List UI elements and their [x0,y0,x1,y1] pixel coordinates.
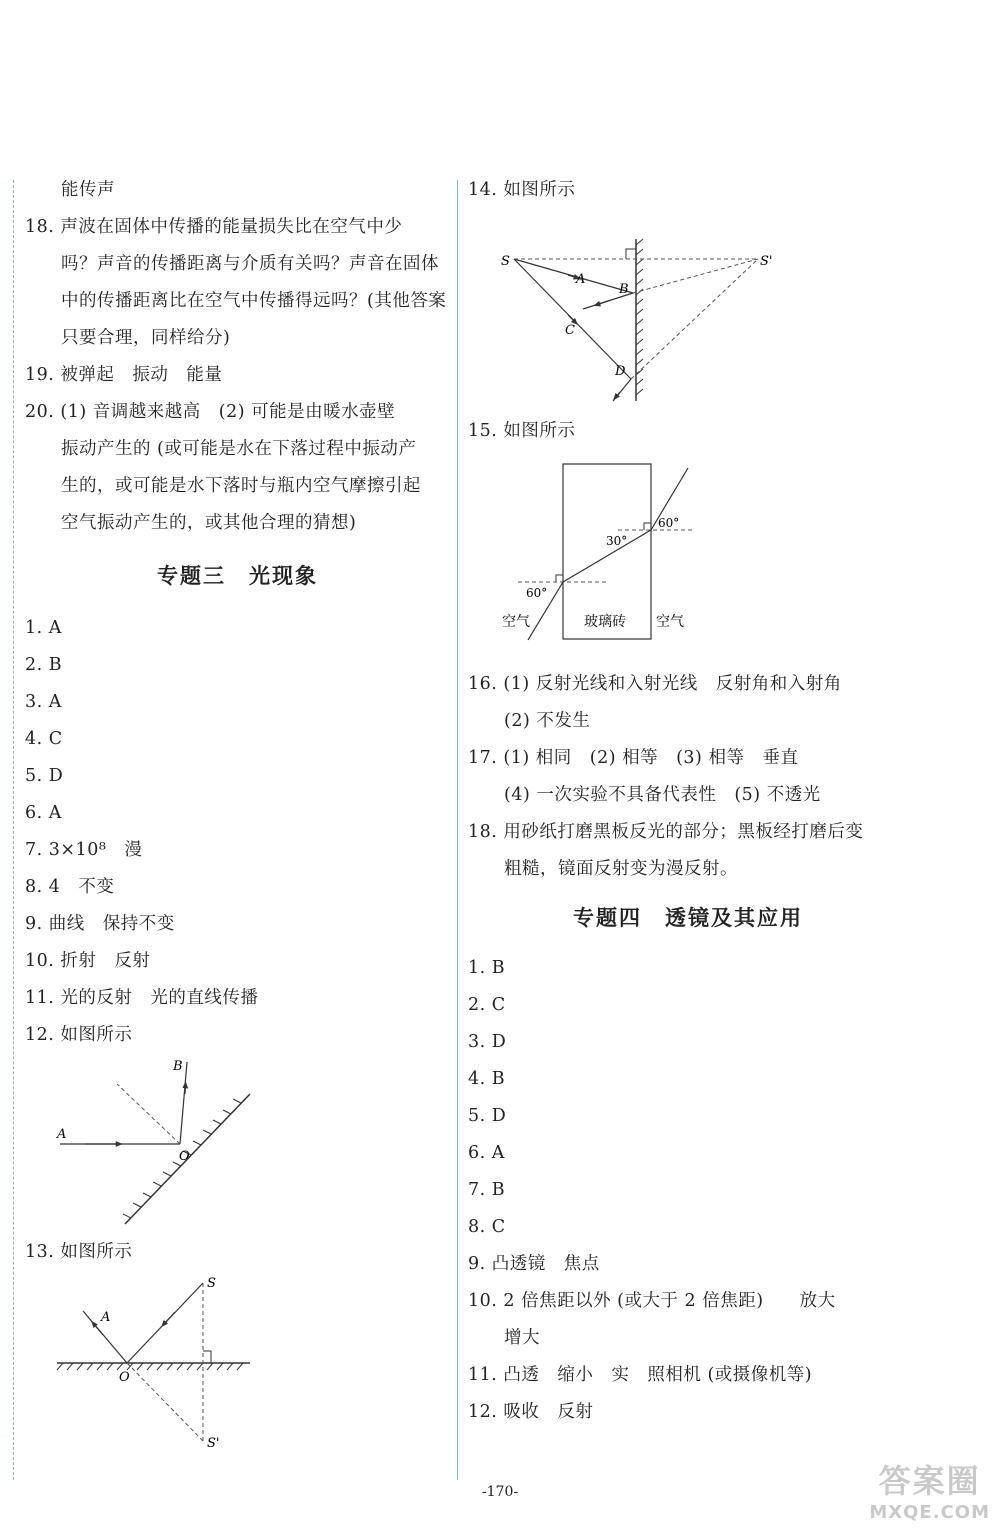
s3-answer-7: 7. 3×10⁸ 漫 [25,840,143,860]
s3-answer-5: 5. D [25,766,64,786]
s4-answer-6: 6. A [468,1143,505,1163]
s3-q13-label: 13. 如图所示 [25,1242,133,1262]
s4-answer-7: 7. B [468,1180,506,1200]
q19-answer: 19. 被弹起 振动 能量 [25,365,223,385]
left-column [25,172,450,1471]
q15-label: 15. 如图所示 [468,421,576,441]
q16-line-1: 16. (1) 反射光线和入射光线 反射角和入射角 [468,674,842,694]
page-number: -170- [481,1484,519,1500]
s3-answer-1: 1. A [25,618,62,638]
normal-line [117,1084,180,1144]
label-A: A [576,272,586,287]
label-S: S [501,254,510,269]
watermark-line-1: 答案圈 [878,1462,981,1500]
figure-12-reflection-diagram [25,1054,450,1234]
q20-line-2: 振动产生的 (或可能是水在下落过程中振动产 [61,439,417,459]
q18-line-2: 吗？声音的传播距离与介质有关吗？声音在固体 [61,254,439,274]
s4-q10-line-1: 10. 2 倍焦距以外 (或大于 2 倍焦距) 放大 [468,1291,836,1311]
label-D: D [615,364,626,379]
s3-answer-11: 11. 光的反射 光的直线传播 [25,988,259,1008]
q18-line-4: 只要合理，同样给分) [61,328,231,348]
label-S-image: S' [207,1436,220,1451]
s4-q11: 11. 凸透 缩小 实 照相机 (或摄像机等) [468,1365,813,1385]
q18-line-1: 18. 声波在固体中传播的能量损失比在空气中少 [25,217,403,237]
figure-14-plane-mirror-diagram [468,209,988,409]
s4-answer-1: 1. B [468,958,506,978]
s4-answer-2: 2. C [468,995,506,1015]
q17-line-2: (4) 一次实验不具备代表性 (5) 不透光 [504,785,821,805]
label-A: A [101,1310,111,1325]
virtual-ray-B [633,259,758,293]
right-angle-mark [203,1351,211,1363]
label-A: A [57,1127,67,1142]
s4-answer-9: 9. 凸透镜 焦点 [468,1254,600,1274]
label-B: B [619,282,629,297]
s4-answer-3: 3. D [468,1032,507,1052]
label-C: C [565,323,575,338]
label-air-left: 空气 [502,614,530,630]
extension-to-image [127,1363,203,1441]
q20-line-3: 生的，或可能是水下落时与瓶内空气摩擦引起 [61,476,421,496]
q17-line-1: 17. (1) 相同 (2) 相等 (3) 相等 垂直 [468,748,799,768]
figure-15-refraction-glass-brick [468,450,988,660]
watermark-line-2: MXQE.COM [869,1502,990,1523]
label-O: O [179,1149,190,1164]
q18-line-1: 18. 用砂纸打磨黑板反光的部分；黑板经打磨后变 [468,822,864,842]
label-glass-brick: 玻璃砖 [584,614,626,630]
virtual-ray-D [631,259,758,379]
glass-brick [563,464,651,639]
watermark-logo [869,1456,990,1523]
label-S: S [207,1276,216,1291]
s3-answer-6: 6. A [25,803,62,823]
angle-middle: 30° [606,534,628,548]
left-margin-rule [13,180,14,1480]
angle-top: 60° [658,516,680,530]
reflected-ray-B [180,1062,187,1144]
q17-continuation: 能传声 [61,180,115,200]
q14-label: 14. 如图所示 [468,180,576,200]
section-4-title: 专题四 透镜及其应用 [573,906,803,930]
s3-answer-9: 9. 曲线 保持不变 [25,914,175,934]
s3-q12-label: 12. 如图所示 [25,1025,133,1045]
s3-answer-8: 8. 4 不变 [25,877,115,897]
q18-line-3: 中的传播距离比在空气中传播得远吗？(其他答案 [61,291,447,311]
s4-answer-4: 4. B [468,1069,506,1089]
s4-answer-5: 5. D [468,1106,507,1126]
label-S-image: S' [760,254,773,269]
s4-q12: 12. 吸收 反射 [468,1402,594,1422]
label-air-right: 空气 [656,614,684,630]
s3-answer-4: 4. C [25,729,63,749]
s4-answer-8: 8. C [468,1217,506,1237]
ray-SA-B [514,259,633,293]
s4-q10-line-2: 增大 [504,1328,540,1348]
angle-bottom: 60° [526,586,548,600]
s3-answer-3: 3. A [25,692,62,712]
figure-13-reflection-diagram [25,1271,450,1471]
q18-line-2: 粗糙，镜面反射变为漫反射。 [504,859,738,879]
q20-line-4: 空气振动产生的，或其他合理的猜想) [61,513,357,533]
column-divider [457,180,458,1480]
q16-line-2: (2) 不发生 [504,711,591,731]
right-column [468,172,988,1431]
s3-answer-10: 10. 折射 反射 [25,951,151,971]
q20-line-1: 20. (1) 音调越来越高 (2) 可能是由暖水壶壁 [25,402,396,422]
label-O: O [119,1370,130,1385]
s3-answer-2: 2. B [25,655,63,675]
section-3-title: 专题三 光现象 [157,564,318,588]
label-B: B [173,1059,183,1074]
